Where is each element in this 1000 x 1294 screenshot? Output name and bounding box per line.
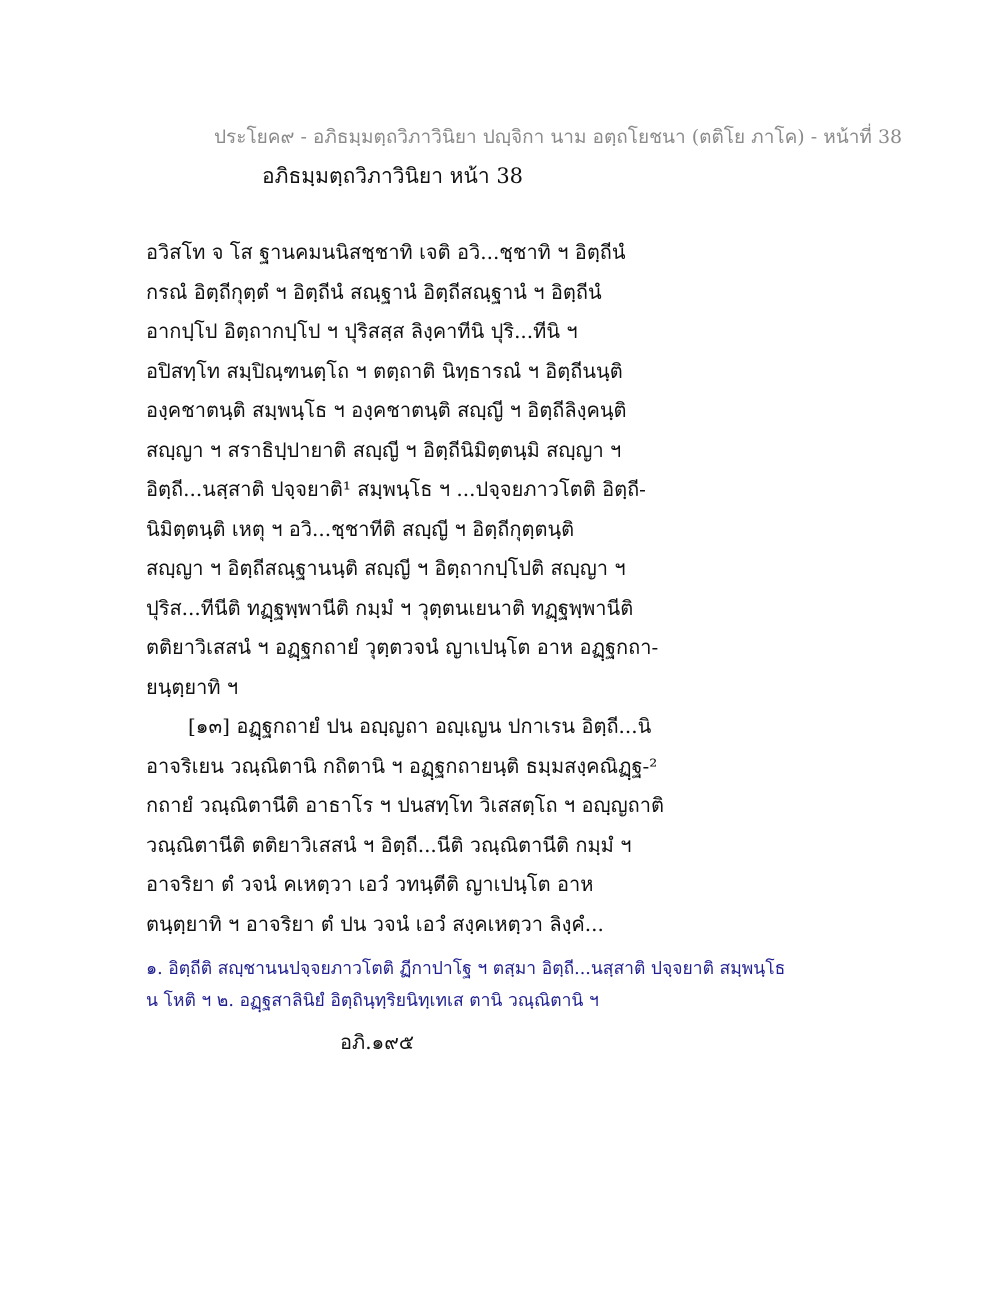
text-line: อวิสโท จ โส ฐานคมนนิสชฺชาทิ เจติ อวิ...ชฺชาทิ ฯ อิตฺถีนํ <box>146 240 626 264</box>
text-line: อาจริยา ตํ วจนํ คเหตฺวา เอวํ วทนฺตีติ ญาเปนฺโต อาห <box>146 872 594 896</box>
text-line: อปิสทฺโท สมฺปิณฺฑนตฺโถ ฯ ตตฺถาติ นิทฺธารณํ ฯ อิตฺถีนนฺติ <box>146 358 623 383</box>
text-line: กถายํ วณฺณิตานีติ อาธาโร ฯ ปนสทฺโท วิเสสตฺโถ ฯ อญฺญถาติ <box>146 793 664 817</box>
page-marker: อภิ.๑๙๕ <box>340 1030 415 1054</box>
footnotes <box>146 953 846 1017</box>
text-line: อิตฺถี...นสฺสาติ ปจฺจยาติ¹ สมฺพนฺโธ ฯ ...ปจฺจยภาวโตติ อิตฺถี- <box>146 477 646 501</box>
text-line: กรณํ อิตฺถีกุตฺตํ ฯ อิตฺถีนํ สณฺฐานํ อิตฺถีสณฺฐานํ ฯ อิตฺถีนํ <box>146 279 602 304</box>
body-text <box>146 233 866 944</box>
text-line: นิมิตฺตนฺติ เหตุ ฯ อวิ...ชฺชาทีติ สญฺญี ฯ อิตฺถีกุตฺตนฺติ <box>146 516 575 541</box>
text-line: วณฺณิตานีติ ตติยาวิเสสนํ ฯ อิตฺถี...นีติ วณฺณิตานีติ กมฺมํ ฯ <box>146 832 632 857</box>
text-line: ปุริส...ทีนีติ ทฏฺฐพฺพานีติ กมฺมํ ฯ วุตฺตนเยนาติ ทฏฺฐพฺพานีติ <box>146 595 634 620</box>
text-line: ตนฺตฺยาทิ ฯ อาจริยา ตํ ปน วจนํ เอวํ สงฺคเหตฺวา ลิงฺคํ... <box>146 911 604 936</box>
footnote-line: น โหติ ฯ ๒. อฏฺฐสาลินิยํ อิตฺถินฺทฺริยนิทฺเทเส ตานิ วณฺณิตานิ ฯ <box>146 991 599 1011</box>
text-line: อาจริเยน วณฺณิตานิ กถิตานิ ฯ อฏฺฐกถายนฺติ ธมฺมสงฺคณิฏฺฐ-² <box>146 753 658 778</box>
text-line: สญฺญา ฯ สราธิปฺปายาติ สญฺญี ฯ อิตฺถีนิมิตฺตนฺมิ สญฺญา ฯ <box>146 437 622 462</box>
paragraph-start-line: [๑๓] อฏฺฐกถายํ ปน อญฺญถา อญฺเญน ปกาเรน อิตฺถี...นิ <box>188 714 652 738</box>
page-title: อภิธมฺมตฺถวิภาวินิยา หน้า 38 <box>262 164 524 188</box>
text-line: ยนฺตฺยาทิ ฯ <box>146 674 239 699</box>
text-line: อากปฺโป อิตฺถากปฺโป ฯ ปุริสสฺส ลิงฺคาทีนิ ปุริ...ทีนิ ฯ <box>146 319 578 343</box>
running-header: ประโยค๙ - อภิธมฺมตฺถวิภาวินิยา ปญฺจิกา นาม อตฺถโยชนา (ตติโย ภาโค) - หน้าที่ 38 <box>214 126 903 148</box>
footnote-line: ๑. อิตฺถีติ สญฺชานนปจฺจยภาวโตติ ฏีกาปาโฐ ฯ ตสฺมา อิตฺถี...นสฺสาติ ปจฺจยาติ สมฺพนฺโธ <box>146 959 786 979</box>
text-line: ตติยาวิเสสนํ ฯ อฏฺฐกถายํ วุตฺตวจนํ ญาเปนฺโต อาห อฏฺฐกถา- <box>146 635 659 659</box>
text-line: สญฺญา ฯ อิตฺถีสณฺฐานนฺติ สญฺญี ฯ อิตฺถากปฺโปติ สญฺญา ฯ <box>146 556 626 580</box>
text-line: องฺคชาตนฺติ สมฺพนฺโธ ฯ องฺคชาตนฺติ สญฺญี ฯ อิตฺถีลิงฺคนฺติ <box>146 398 627 422</box>
